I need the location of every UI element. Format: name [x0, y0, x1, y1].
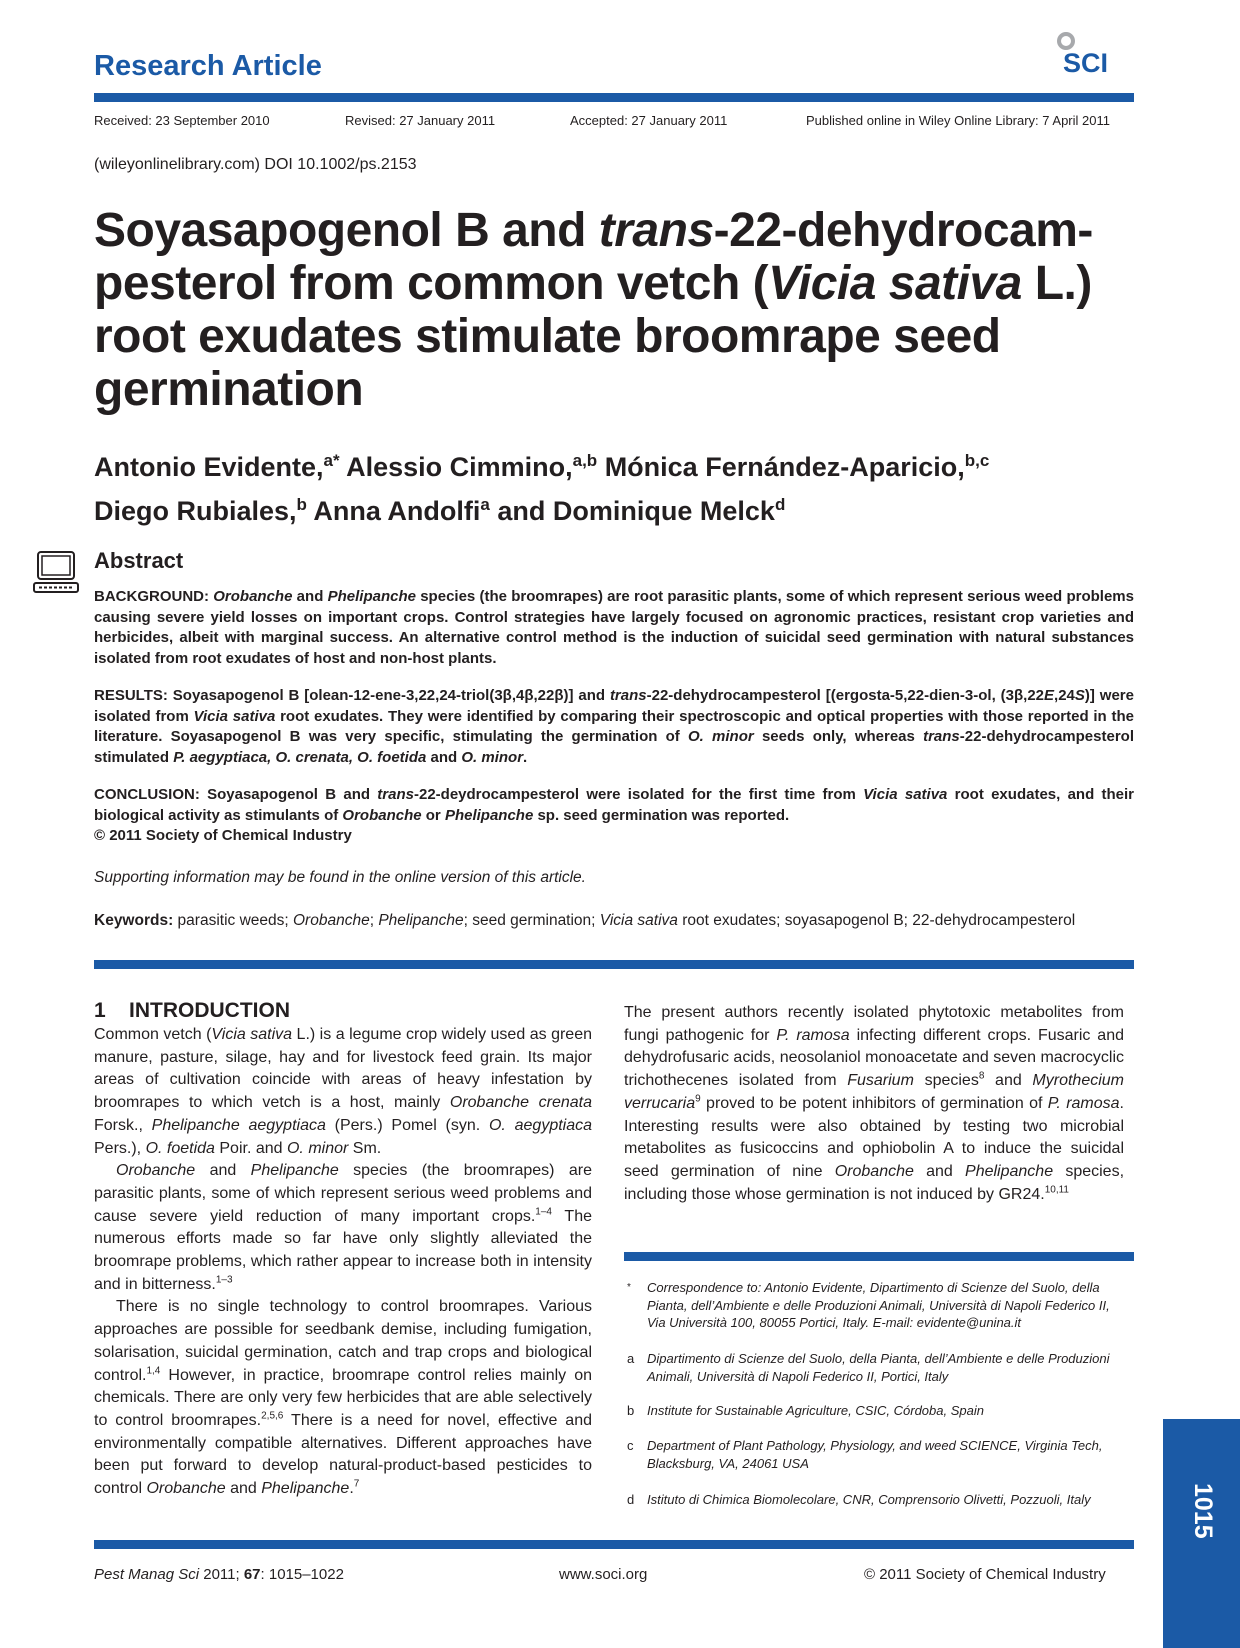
abstract-rule: [94, 960, 1134, 969]
footnote-affiliation-a: a Dipartimento di Scienze del Suolo, della Pianta, dell’Ambiente e delle Produzioni Animali, Università di Napoli Federico II, Portici, Italy: [627, 1351, 1110, 1384]
abstract-heading: Abstract: [94, 548, 184, 573]
computer-icon: [33, 551, 79, 595]
article-title: Soyasapogenol B and trans-22-dehydrocam- pesterol from common vetch (Vicia sativa L.) root exudates stimulate broomrape seed germination: [94, 204, 1093, 416]
header-rule: [94, 93, 1134, 102]
author-list: Antonio Evidente,$^{a*}$ Alessio Cimmino,$^{a,b}$ Mónica Fernández-Aparicio,$^{b,c}$ Diego Rubiales,$^b$ Anna Andolfi$^a$ and Dominique Melck$^d$: [94, 451, 990, 526]
journal-citation: Pest Manag Sci 2011; 67: 1015–1022: [94, 1566, 344, 1583]
footer-rule: [94, 1540, 1134, 1549]
footer-copyright: © 2011 Society of Chemical Industry: [864, 1566, 1106, 1583]
intro-right-column: [624, 1002, 1124, 1206]
sci-logo: [1053, 30, 1133, 82]
section-label: Research Article: [94, 50, 322, 82]
section-heading-introduction: 1 INTRODUCTION: [94, 999, 291, 1022]
logo-text: SCI: [1063, 48, 1109, 78]
footnote-affiliation-b: b Institute for Sustainable Agriculture, CSIC, Córdoba, Spain: [627, 1403, 984, 1418]
received-date: Received: 23 September 2010: [94, 113, 270, 128]
footnote-affiliation-c: c Department of Plant Pathology, Physiology, and weed SCIENCE, Virginia Tech, Blacksburg, VA, 24061 USA: [627, 1438, 1103, 1471]
abstract-background: BACKGROUND: Orobanche and Phelipanche species (the broomrapes) are root parasitic plants, some of which represent serious weed problems causing severe yield losses on important crops. Control strategies have largely focused on agronomic practices, resistant crop varieties and herbicides, albeit with marginal success. An alternative control method is the induction of suicidal seed germination with natural substances isolated from root exudates of host and non-host plants.: [94, 588, 1134, 667]
footnote-correspondence: * Correspondence to: Antonio Evidente, Dipartimento di Scienze del Suolo, della Pianta, dell’Ambiente e delle Produzioni Animali, Università di Napoli Federico II, Via Università 100, 80055 Portici, Italy. E-mail: evidente@unina.it: [627, 1280, 1110, 1330]
doi: (wileyonlinelibrary.com) DOI 10.1002/ps.2153: [94, 156, 417, 173]
revised-date: Revised: 27 January 2011: [345, 113, 496, 128]
intro-paragraph-2: Orobanche and Phelipanche species (the broomrapes) are parasitic plants, some of which represent serious weed problems and cause severe yield reduction of many important crops.$^{1-4}$ The numerous efforts made so far have only slightly alleviated the broomrape problems, which rather appear to increase both in intensity and in bitterness.$^{1-3}$: [94, 1162, 592, 1293]
abstract-results: RESULTS: Soyasapogenol B [olean-12-ene-3,22,24-triol(3β,4β,22β)] and trans-22-dehydrocampesterol [(ergosta-5,22-dien-3-ol, (3β,22E,24S)] were isolated from Vicia sativa root exudates. They were identified by comparing their spectroscopic and optical properties with those reported in the literature. Soyasapogenol B was very specific, stimulating the germination of O. minor seeds only, whereas trans-22-dehydrocampesterol stimulated P. aegyptiaca, O. crenata, O. foetida and O. minor.: [94, 687, 1134, 766]
intro-paragraph-3: There is no single technology to control broomrapes. Various approaches are possible for seedbank demise, including fumigation, solarisation, suicidal germination, catch and trap crops and biological control.$^{1,4}$ However, in practice, broomrape control relies mainly on chemicals. There are only very few herbicides that are able selectively to control broomrapes.$^{2,5,6}$ There is a need for novel, effective and environmentally compatible alternatives. Different approaches have been put forward to develop natural-product-based pesticides to control Orobanche and Phelipanche.$^7$: [94, 1298, 593, 1498]
website-link[interactable]: www.soci.org: [559, 1566, 648, 1583]
abstract-conclusion: CONCLUSION: Soyasapogenol B and trans-22-deydrocampesterol were isolated for the first time from Vicia sativa root exudates, and their biological activity as stimulants of Orobanche or Phelipanche sp. seed germination was reported. © 2011 Society of Chemical Industry: [94, 786, 1135, 844]
intro-left-column: [94, 1024, 592, 1501]
published-date: Published online in Wiley Online Library: 7 April 2011: [806, 113, 1110, 128]
accepted-date: Accepted: 27 January 2011: [570, 113, 728, 128]
page-number: 1015: [1189, 1483, 1217, 1539]
intro-paragraph-4: The present authors recently isolated phytotoxic metabolites from fungi pathogenic for P. ramosa infecting different crops. Fusaric and dehydrofusaric acids, neosolaniol monoacetate and seven macrocyclic trichothecenes isolated from Fusarium species$^8$ and Myrothecium verrucaria$^9$ proved to be potent inhibitors of germination of P. ramosa. Interesting results were also obtained by testing two microbial metabolites as fusicoccins and ophiobolin A to induce the suicidal seed germination of nine Orobanche and Phelipanche species, including those whose germination is not induced by GR24.$^{10,11}$: [624, 1004, 1125, 1203]
abstract-copyright: © 2011 Society of Chemical Industry: [94, 827, 352, 844]
footnote-rule: [624, 1252, 1134, 1261]
supporting-info-note: Supporting information may be found in the online version of this article.: [94, 869, 586, 886]
footnote-affiliation-d: d Istituto di Chimica Biomolecolare, CNR, Comprensorio Olivetti, Pozzuoli, Italy: [627, 1492, 1091, 1507]
intro-paragraph-1: Common vetch (Vicia sativa L.) is a legume crop widely used as green manure, pasture, silage, hay and for livestock feed grain. Its major areas of cultivation coincide with areas of heavy infestation by broomrapes to which vetch is a host, mainly Orobanche crenata Forsk., Phelipanche aegyptiaca (Pers.) Pomel (syn. O. aegyptiaca Pers.), O. foetida Poir. and O. minor Sm.: [94, 1026, 593, 1157]
page-number-tab: [1163, 1419, 1240, 1648]
keywords: Keywords: parasitic weeds; Orobanche; Phelipanche; seed germination; Vicia sativa root exudates; soyasapogenol B; 22-dehydrocampesterol: [94, 912, 1076, 929]
